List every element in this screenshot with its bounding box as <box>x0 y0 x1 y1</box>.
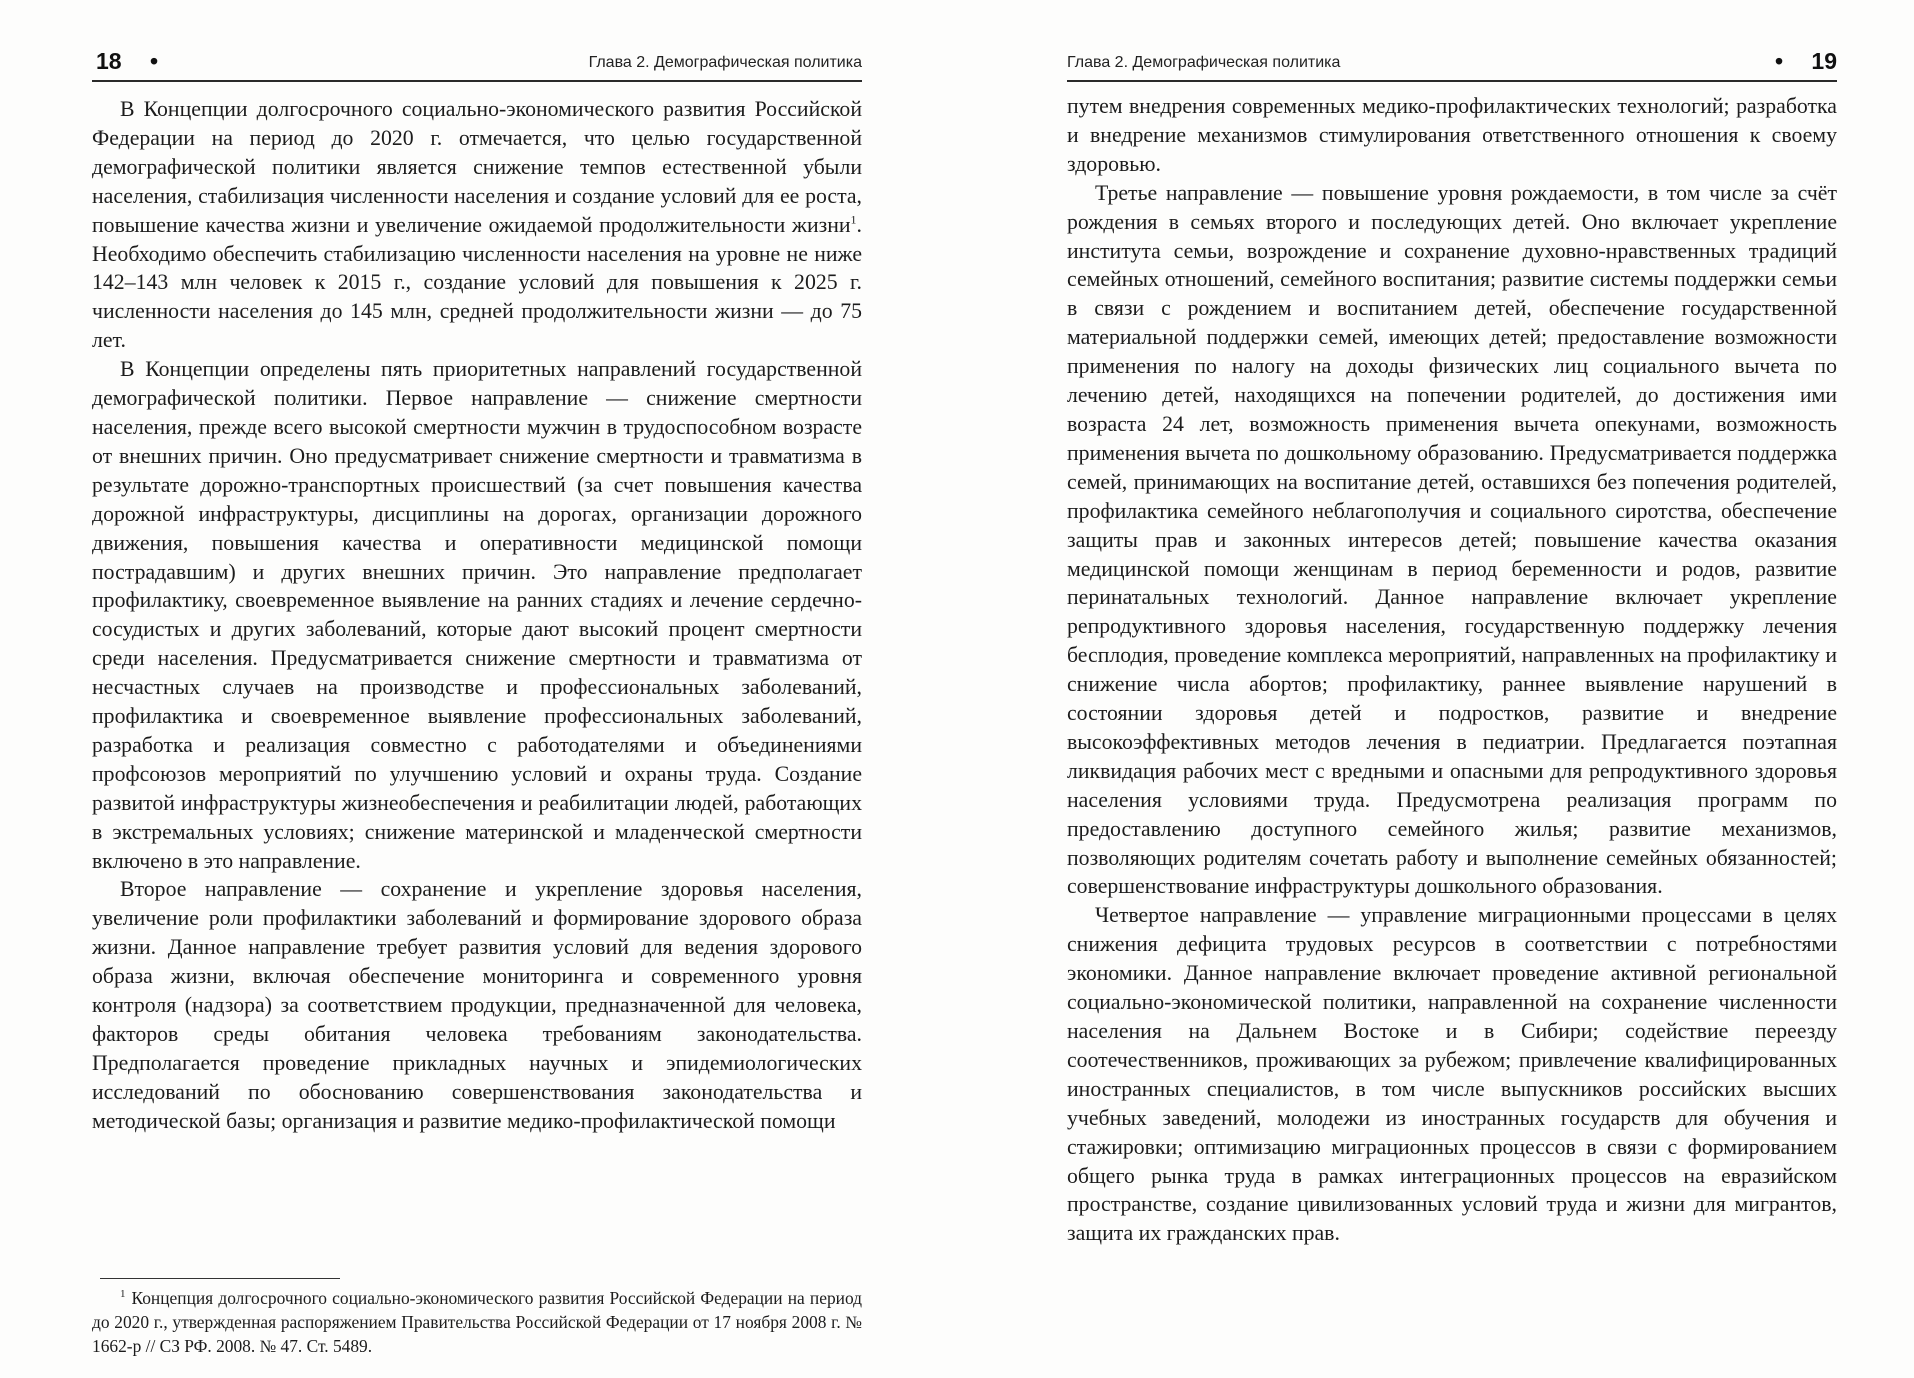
left-paragraph-1-text: В Концепции долгосрочного социально-экономического развития Российской Федерации на период до 2020 г. отмечается, что целью государственной демографической политики является снижение темпов естественной убыли населения, стабилизация численности населения и создание условий для ее роста, повышение качества жизни и увеличение ожидаемой продолжительности жизни <box>92 97 862 237</box>
right-page-header <box>1067 46 1837 82</box>
right-running-head: Глава 2. Демографическая политика <box>1067 54 1341 71</box>
right-page-body <box>1067 92 1837 1248</box>
footnote-mark: 1 <box>120 1288 126 1301</box>
right-page <box>1067 0 1837 1378</box>
footnote <box>92 1286 862 1358</box>
footnote-divider <box>100 1278 340 1279</box>
left-running-head: Глава 2. Демографическая политика <box>588 54 862 71</box>
left-header-bullet: • <box>150 48 159 74</box>
right-header-bullet: • <box>1774 48 1783 74</box>
right-paragraph-1: путем внедрения современных медико-профилактических технологий; разработка и внедрение механизмов стимулирования ответственного отношения к своему здоровью. <box>1067 94 1837 176</box>
left-paragraph-1-tail: . Необходимо обеспечить стабилизацию численности населения на уровне не ниже 142–143 млн человек к 2015 г., создание условий для повышения к 2025 г. численности населения до 145 млн, средней продолжительности жизни — до 75 лет. <box>92 212 862 353</box>
left-paragraph-3: Второе направление — сохранение и укрепление здоровья населения, увеличение роли профилактики заболеваний и формирование здорового образа жизни. Данное направление требует развития условий для ведения здорового образа жизни, включая обеспечение мониторинга и современного уровня контроля (надзора) за соответствием продукции, предназначенной для человека, факторов среды обитания человека требованиям законодательства. Предполагается проведение прикладных научных и эпидемиологических исследований по обоснованию совершенствования законодательства и методической базы; организация и развитие медико-профилактической помощи <box>92 877 862 1133</box>
left-paragraph-1 <box>92 95 862 355</box>
right-paragraph-2: Третье направление — повышение уровня рождаемости, в том числе за счёт рождения в семьях второго и последующих детей. Оно включает укрепление института семьи, возрождение и сохранение духовно-нравственных традиций семейных отношений, семейного воспитания; развитие системы поддержки семьи в связи с рождением и воспитанием детей, обеспечение государственной материальной поддержки семей, имеющих детей; предоставление возможности применения по налогу на доходы физических лиц социального вычета по лечению детей, находящихся на попечении родителей, до достижения ими возраста 24 лет, возможность применения вычета опекунами, возможность применения вычета по дошкольному образованию. Предусматривается поддержка семей, принимающих на воспитание детей, оставшихся без попечения родителей, профилактика семейного неблагополучия и социального сиротства, обеспечение защиты прав и законных интересов детей; повышение качества оказания медицинской помощи женщинам в период беременности и родов, развитие перинатальных технологий. Данное направление включает укрепление репродуктивного здоровья населения, государственную поддержку лечения бесплодия, проведение комплекса мероприятий, направленных на профилактику и снижение числа абортов; профилактику, раннее выявление нарушений в состоянии здоровья детей и подростков, развитие и внедрение высокоэффективных методов лечения в педиатрии. Предлагается поэтапная ликвидация рабочих мест с вредными и опасными для репродуктивного здоровья населения условиями труда. Предусмотрена реализация программ по предоставлению доступного семейного жилья; развитие механизмов, позволяющих родителям сочетать работу и выполнение семейных обязанностей; совершенствование инфраструктуры дошкольного образования. <box>1067 180 1837 899</box>
right-paragraph-3: Четвертое направление — управление миграционными процессами в целях снижения дефицита трудовых ресурсов в соответствии с потребностями экономики. Данное направление включает проведение активной региональной социально-экономической политики, направленной на сохранение численности населения на Дальнем Востоке и в Сибири; содействие переезду соотечественников, проживающих за рубежом; привлечение квалифицированных иностранных специалистов, в том числе выпускников российских высших учебных заведений, молодежи из иностранных государств для обучения и стажировки; оптимизацию миграционных процессов в связи с формированием общего рынка труда в рамках интеграционных процессов на евразийском пространстве, создание цивилизованных условий труда и жизни для мигрантов, защита их гражданских прав. <box>1067 903 1837 1246</box>
right-page-number: 19 <box>1811 48 1837 74</box>
left-page <box>92 0 862 1378</box>
left-page-header <box>92 46 862 82</box>
left-paragraph-2: В Концепции определены пять приоритетных направлений государственной демографической политики. Первое направление — снижение смертности населения, прежде всего высокой смертности мужчин в трудоспособном возрасте от внешних причин. Оно предусматривает снижение смертности и травматизма в результате дорожно-транспортных происшествий (за счет повышения качества дорожной инфраструктуры, дисциплины на дорогах, организации дорожного движения, повышения качества и оперативности медицинской помощи пострадавшим) и других внешних причин. Это направление предполагает профилактику, своевременное выявление на ранних стадиях и лечение сердечно-сосудистых и других заболеваний, которые дают высокий процент смертности среди населения. Предусматривается снижение смертности и травматизма от несчастных случаев на производстве и профессиональных заболеваний, профилактика и своевременное выявление профессиональных заболеваний, разработка и реализация совместно с работодателями и объединениями профсоюзов мероприятий по улучшению условий и охраны труда. Создание развитой инфраструктуры жизнеобеспечения и реабилитации людей, работающих в экстремальных условиях; снижение материнской и младенческой смертности включено в это направление. <box>92 357 862 873</box>
footnote-reference[interactable]: 1 <box>850 212 857 227</box>
footnote-text: Концепция долгосрочного социально-экономического развития Российской Федерации на период до 2020 г., утвержденная распоряжением Правительства Российской Федерации от 17 ноября 2008 г. № 1662-р // СЗ РФ. 2008. № 47. Ст. 5489. <box>92 1288 862 1356</box>
left-page-number: 18 <box>96 48 122 74</box>
left-page-body <box>92 95 862 1136</box>
